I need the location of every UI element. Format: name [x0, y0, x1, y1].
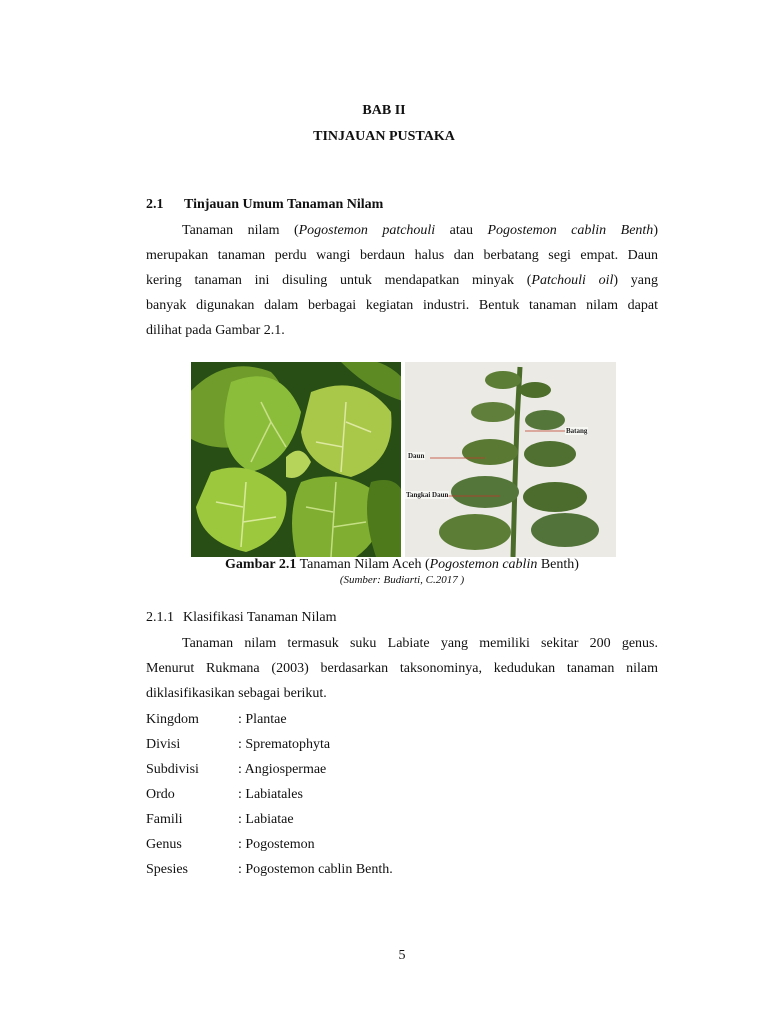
label-tangkai-daun: Tangkai Daun: [406, 491, 449, 499]
figure-2-1: [191, 362, 616, 557]
section-number: 2.1: [146, 197, 164, 212]
taxonomy-row-famili: Famili : Labiatae: [146, 812, 294, 827]
paragraph-line: dilihat pada Gambar 2.1.: [146, 323, 285, 338]
paragraph-classification: [146, 631, 658, 706]
paragraph-line: Tanaman nilam termasuk suku Labiate yang memiliki sekitar 200 genus.: [182, 636, 658, 651]
section-heading-2-1-1: [146, 610, 337, 626]
subsection-title: Klasifikasi Tanaman Nilam: [183, 610, 337, 625]
taxonomy-row-kingdom: Kingdom : Plantae: [146, 712, 287, 727]
figure-source: (Sumber: Budiarti, C.2017 ): [339, 574, 465, 586]
label-batang: Batang: [566, 427, 588, 435]
paragraph-line: merupakan tanaman perdu wangi berdaun halus dan berbatang segi empat. Daun: [146, 248, 658, 263]
subsection-number: 2.1.1: [146, 610, 174, 625]
paragraph-line: diklasifikasikan sebagai berikut.: [146, 686, 327, 701]
paragraph-line: banyak digunakan dalam berbagai kegiatan industri. Bentuk tanaman nilam dapat: [146, 298, 658, 313]
section-heading-2-1: [146, 197, 383, 213]
section-title: Tinjauan Umum Tanaman Nilam: [184, 197, 384, 212]
taxonomy-row-divisi: Divisi : Sprematophyta: [146, 737, 331, 752]
taxonomy-row-genus: Genus : Pogostemon: [146, 837, 315, 852]
label-daun: Daun: [408, 452, 425, 460]
taxonomy-row-spesies: Spesies : Pogostemon cablin Benth.: [146, 862, 393, 877]
taxonomy-list: [146, 707, 393, 882]
taxonomy-row-subdivisi: Subdivisi : Angiospermae: [146, 762, 327, 777]
paragraph-line: Menurut Rukmana (2003) berdasarkan taksonominya, kedudukan tanaman nilam: [146, 661, 658, 676]
paragraph-line: kering tanaman ini disuling untuk mendapatkan minyak (Patchouli oil) yang: [146, 273, 658, 288]
chapter-title: TINJAUAN PUSTAKA: [313, 129, 455, 144]
figure-caption: Gambar 2.1 Tanaman Nilam Aceh (Pogostemon cablin Benth): [225, 557, 579, 572]
plant-stem-photo: [405, 362, 616, 557]
paragraph-line: Tanaman nilam (Pogostemon patchouli atau Pogostemon cablin Benth): [182, 223, 658, 238]
paragraph-intro: [146, 218, 658, 343]
taxonomy-row-ordo: Ordo : Labiatales: [146, 787, 303, 802]
leaf-closeup-photo: [191, 362, 401, 557]
page-number: 5: [398, 948, 406, 963]
chapter-number: BAB II: [362, 103, 406, 118]
